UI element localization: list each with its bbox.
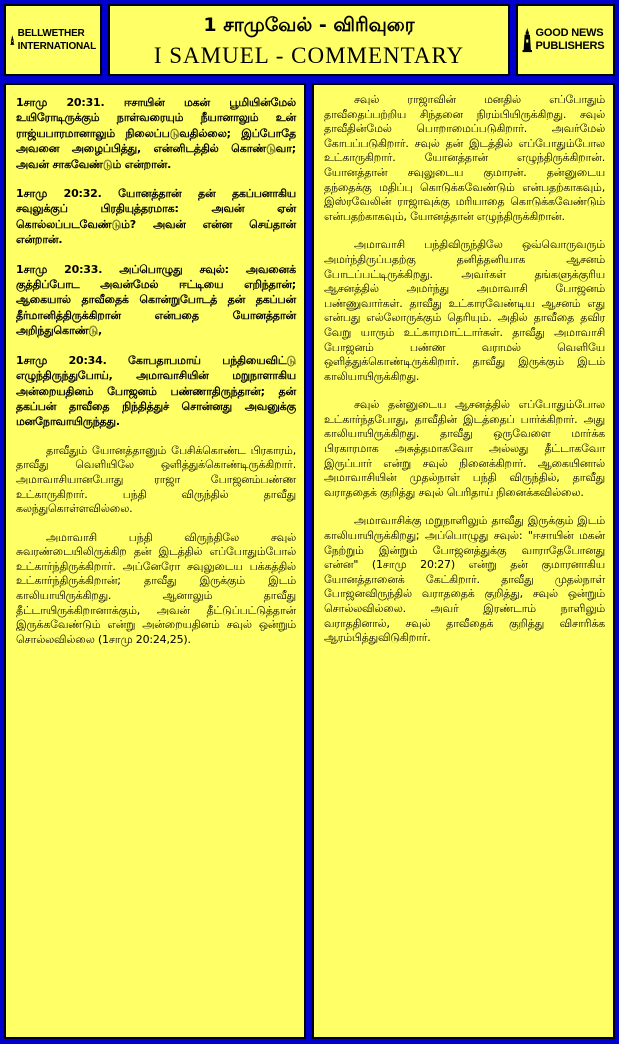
commentary-paragraph: அமாவாசி பந்தி விருந்திலே சவுல் சுவரண்டையிலிருக்கிற தன் இடத்தில் எப்போதும்போல் உட்கார்ந்திருக்கிறார். அப்னேரோ சவுலுடைய பக்கத்தில் உட்கார்ந்திருக்கிறான்; தாவீது இருக்கும் இடம் காலியாயிருக்கிறது. ஆனாலும் தாவீது தீட்டாயிருக்கிறானாக்கும், அவன் தீட்டுப்பட்டுத்தான் இருக்கவேண்டும் என்று அன்றையதினம் சவுல் ஒன்றும் சொல்லவில்லை (1சாமு 20:24,25). bbox=[16, 530, 296, 646]
commentary-paragraph: அமாவாசி பந்திவிருந்திலே ஒவ்வொருவரும் அமர்ந்திருப்பதற்கு தனித்தனியாக ஆசனம் போடப்பட்டிருக்கிறது. அவர்கள் தங்களுக்குரிய ஆசனத்தில் அமர்ந்து அமாவாசி போஜனம் பண்ணுவார்கள். தாவீது உட்காரவேண்டிய ஆசனம் எது என்பது எல்லோருக்கும் தெரியும். அதில் தாவீதை தவிர வேறு யாரும் உட்காரமாட்டார்கள். தாவீது அமாவாசி போஜனம் பண்ண வராமல் வெளியே ஒளித்துக்கொண்டிருக்கிறார். தாவீது இருக்கும் இடம் காலியாயிருக்கிறது. bbox=[324, 238, 605, 383]
commentary-paragraph: சவுல் ராஜாவின் மனதில் எப்போதும் தாவீதைப்பற்றிய சிந்தனை நிரம்பியிருக்கிறது. சவுல் தாவீதின்மேல் பொறாமைப்படுகிறார். அவர்மேல் கோபப்படுகிறார். சவுல் தன் இடத்தில் எப்போதும்போல உட்காருகிறார். யோனத்தான் எழுந்திருக்கிறான். யோனத்தான் சவுலுடைய குமாரன். தன்னுடைய தந்தைக்கு மதிப்பு கொடுக்கவேண்டும் என்பதற்காகவும், இஸ்ரவேலின் ராஜாவுக்கு மரியாதை கொடுக்கவேண்டும் என்பதற்காகவும், யோனத்தான் எழுந்திருக்கிறான். bbox=[324, 93, 605, 223]
commentary-paragraph: தாவீதும் யோனத்தானும் பேசிக்கொண்ட பிரகாரம், தாவீது வெளியிலே ஒளித்துக்கொண்டிருக்கிறார். அமாவாசியானபோது ராஜா போஜனம்பண்ண உட்காருகிறார். பந்தி விருந்தில் தாவீது கலந்துகொள்ளவில்லை. bbox=[16, 443, 296, 516]
bellwether-logo bbox=[4, 4, 102, 76]
verse-paragraph: 1சாமு 20:31. ஈசாயின் மகன் பூமியின்மேல் உயிரோடிருக்கும் நாள்வரையும் நீயானாலும் உன் ராஜ்யபாரமானாலும் நிலைப்படுவதில்லை; இப்போதே அவனை அழைப்பித்து, என்னிடத்தில் கொண்டுவா; அவன் சாகவேண்டும் என்றான். bbox=[16, 96, 296, 171]
title-box bbox=[108, 4, 510, 76]
verse-paragraph: 1சாமு 20:32. யோனத்தான் தன் தகப்பனாகிய சவுலுக்குப் பிரதியுத்தரமாக: அவன் ஏன் கொல்லப்படவேண்டும்? அவன் என்ன செய்தான் என்றான். bbox=[16, 187, 296, 247]
verse-paragraph: 1சாமு 20:34. கோபதாபமாய் பந்தியைவிட்டு எழுந்திருந்துபோய், அமாவாசியின் மறுநாளாகிய அன்றையதினம் போஜனம் பண்ணாதிருந்தான்; தன் தகப்பன் தாவீதை நிந்தித்துச் சொன்னது அவனுக்கு மனநோவாயிருந்தது. bbox=[16, 353, 296, 429]
tower-icon bbox=[10, 17, 15, 63]
left-column bbox=[4, 83, 306, 1039]
good-news-logo bbox=[516, 4, 615, 76]
commentary-paragraph: சவுல் தன்னுடைய ஆசனத்தில் எப்போதும்போல உட்கார்ந்தபோது, தாவீதின் இடத்தைப் பார்க்கிறார். அது காலியாயிருக்கிறது. தாவீது ஒருவேளை மார்க்க பிரகாரமாக அசுத்தமாகவோ அல்லது தீட்டாகவோ இருப்பார் என்று சவுல் நினைக்கிறார். ஆகையினால் அமாவாசியின் முதல்நாள் பந்தி விருந்தில், தாவீது வராததைக் குறித்து சவுல் பெரிதாய் நினைக்கவில்லை. bbox=[324, 398, 605, 499]
tower-icon bbox=[522, 17, 533, 63]
verse-paragraph: 1சாமு 20:33. அப்பொழுது சவுல்: அவனைக் குத்திப்போட அவன்மேல் ஈட்டியை எறிந்தான்; ஆகையால் தாவீதைக் கொன்றுபோடத் தன் தகப்பன் தீர்மானித்திருக்கிறான் என்பதை யோனத்தான் அறிந்துகொண்டு, bbox=[16, 262, 296, 338]
commentary-paragraph: அமாவாசிக்கு மறுநாளிலும் தாவீது இருக்கும் இடம் காலியாயிருக்கிறது; அப்பொழுது சவுல்: "ஈசாயின் மகன் நேற்றும் இன்றும் போஜனத்துக்கு வாராதேபோனது என்ன" (1சாமு 20:27) என்று தன் குமாரனாகிய யோனத்தானைக் கேட்கிறார். தாவீது முதல்நாள் போஜனவிருந்தில் வராததைக் குறித்து, சவுல் ஒன்றும் சொல்லவில்லை. அவர் இரண்டாம் நாளிலும் வராததினால், சவுல் தாவீதைக் குறித்து விசாரிக்க ஆரம்பித்துவிடுகிறார். bbox=[324, 514, 605, 645]
title-tamil: 1 சாமுவேல் - விரிவுரை bbox=[203, 14, 415, 36]
title-english: I SAMUEL - COMMENTARY bbox=[153, 43, 465, 68]
right-column bbox=[312, 83, 615, 1039]
right-logo-text: GOOD NEWS PUBLISHERS bbox=[535, 27, 605, 52]
left-logo-text: BELLWETHER INTERNATIONAL bbox=[17, 28, 96, 52]
